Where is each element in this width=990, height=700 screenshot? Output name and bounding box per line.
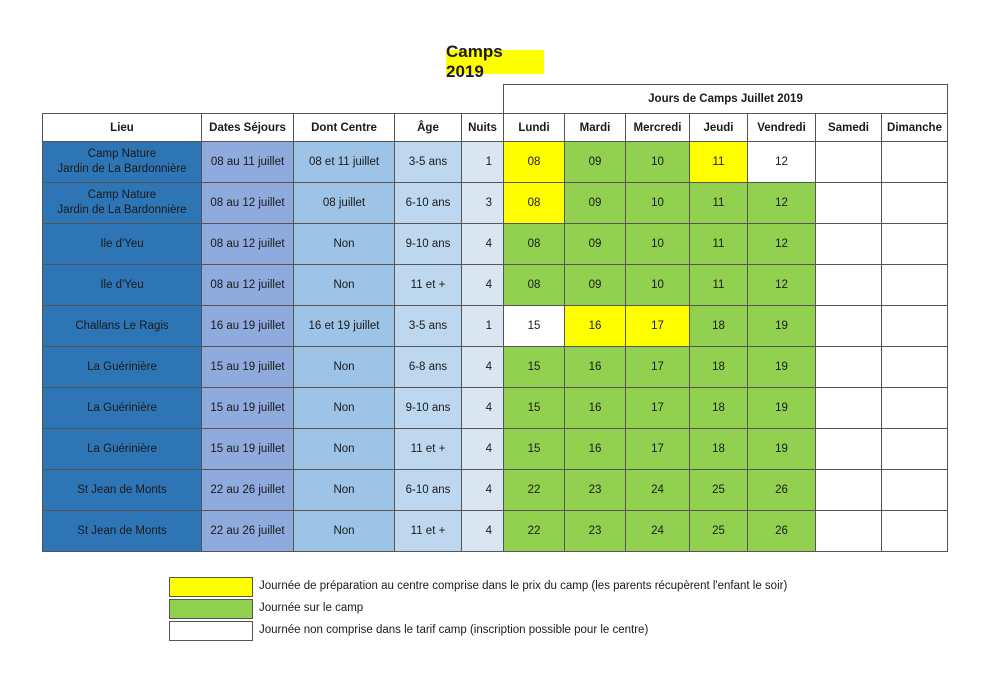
column-header: Vendredi — [748, 114, 816, 142]
column-header: Âge — [395, 114, 462, 142]
lieu-cell: St Jean de Monts — [43, 470, 202, 511]
day-cell: 26 — [748, 470, 816, 511]
nuits-cell: 4 — [462, 388, 504, 429]
age-cell: 6-8 ans — [395, 347, 462, 388]
day-cell — [882, 347, 948, 388]
nuits-cell: 1 — [462, 142, 504, 183]
age-cell: 6-10 ans — [395, 470, 462, 511]
centre-cell: Non — [294, 224, 395, 265]
age-cell: 6-10 ans — [395, 183, 462, 224]
nuits-cell: 4 — [462, 429, 504, 470]
table-row — [43, 183, 948, 224]
day-cell: 09 — [565, 224, 626, 265]
dates-cell: 08 au 11 juillet — [202, 142, 294, 183]
age-cell: 9-10 ans — [395, 224, 462, 265]
day-cell: 09 — [565, 142, 626, 183]
day-cell — [816, 265, 882, 306]
day-cell: 25 — [690, 470, 748, 511]
dates-cell: 22 au 26 juillet — [202, 470, 294, 511]
day-cell: 18 — [690, 306, 748, 347]
day-cell: 16 — [565, 388, 626, 429]
day-cell: 24 — [626, 511, 690, 552]
day-cell: 10 — [626, 183, 690, 224]
day-cell: 19 — [748, 306, 816, 347]
nuits-cell: 4 — [462, 224, 504, 265]
lieu-cell: Challans Le Ragis — [43, 306, 202, 347]
day-cell — [816, 224, 882, 265]
legend-swatch — [169, 621, 253, 641]
centre-cell: Non — [294, 511, 395, 552]
day-cell: 26 — [748, 511, 816, 552]
day-cell: 22 — [504, 470, 565, 511]
day-cell: 22 — [504, 511, 565, 552]
day-cell: 15 — [504, 429, 565, 470]
day-cell: 09 — [565, 183, 626, 224]
day-cell: 11 — [690, 265, 748, 306]
header-spacer — [43, 85, 504, 114]
lieu-cell: Ile d'Yeu — [43, 224, 202, 265]
day-cell — [816, 470, 882, 511]
column-header: Lieu — [43, 114, 202, 142]
legend-swatch — [169, 577, 253, 597]
day-cell: 17 — [626, 429, 690, 470]
table-row — [43, 429, 948, 470]
day-cell: 10 — [626, 265, 690, 306]
day-cell: 08 — [504, 224, 565, 265]
day-cell — [882, 388, 948, 429]
table-row — [43, 224, 948, 265]
nuits-cell: 1 — [462, 306, 504, 347]
dates-cell: 15 au 19 juillet — [202, 347, 294, 388]
table-row — [43, 388, 948, 429]
day-cell — [882, 142, 948, 183]
day-cell: 08 — [504, 142, 565, 183]
day-cell: 19 — [748, 388, 816, 429]
dates-cell: 16 au 19 juillet — [202, 306, 294, 347]
day-cell — [882, 306, 948, 347]
age-cell: 11 et + — [395, 265, 462, 306]
camps-table — [42, 84, 948, 552]
legend-text: Journée non comprise dans le tarif camp (inscription possible pour le centre) — [259, 624, 649, 636]
centre-cell: 16 et 19 juillet — [294, 306, 395, 347]
days-group-header: Jours de Camps Juillet 2019 — [504, 85, 948, 114]
age-cell: 3-5 ans — [395, 142, 462, 183]
age-cell: 11 et + — [395, 429, 462, 470]
table-row — [43, 511, 948, 552]
legend-text: Journée sur le camp — [259, 602, 364, 614]
column-header: Dimanche — [882, 114, 948, 142]
table-row — [43, 142, 948, 183]
centre-cell: 08 juillet — [294, 183, 395, 224]
day-cell: 17 — [626, 306, 690, 347]
day-cell: 19 — [748, 347, 816, 388]
day-cell: 25 — [690, 511, 748, 552]
day-cell — [816, 511, 882, 552]
centre-cell: Non — [294, 470, 395, 511]
lieu-cell: Camp Nature Jardin de La Bardonnière — [43, 183, 202, 224]
column-header: Dates Séjours — [202, 114, 294, 142]
table-row — [43, 347, 948, 388]
day-cell: 09 — [565, 265, 626, 306]
day-cell: 19 — [748, 429, 816, 470]
day-cell — [882, 429, 948, 470]
lieu-cell: La Guérinière — [43, 347, 202, 388]
day-cell: 10 — [626, 224, 690, 265]
column-header: Mardi — [565, 114, 626, 142]
dates-cell: 08 au 12 juillet — [202, 265, 294, 306]
day-cell: 16 — [565, 306, 626, 347]
age-cell: 11 et + — [395, 511, 462, 552]
day-cell: 24 — [626, 470, 690, 511]
day-cell: 17 — [626, 388, 690, 429]
day-cell: 16 — [565, 429, 626, 470]
nuits-cell: 4 — [462, 511, 504, 552]
day-cell: 11 — [690, 183, 748, 224]
day-cell — [816, 142, 882, 183]
day-cell — [882, 183, 948, 224]
nuits-cell: 3 — [462, 183, 504, 224]
dates-cell: 15 au 19 juillet — [202, 388, 294, 429]
day-cell — [816, 347, 882, 388]
day-cell: 08 — [504, 183, 565, 224]
nuits-cell: 4 — [462, 470, 504, 511]
day-cell — [816, 429, 882, 470]
day-cell: 15 — [504, 306, 565, 347]
day-cell: 11 — [690, 224, 748, 265]
page-title: Camps 2019 — [446, 50, 544, 74]
age-cell: 9-10 ans — [395, 388, 462, 429]
dates-cell: 22 au 26 juillet — [202, 511, 294, 552]
day-cell: 10 — [626, 142, 690, 183]
lieu-cell: St Jean de Monts — [43, 511, 202, 552]
day-cell: 08 — [504, 265, 565, 306]
day-cell — [882, 265, 948, 306]
age-cell: 3-5 ans — [395, 306, 462, 347]
day-cell: 12 — [748, 224, 816, 265]
day-cell — [882, 470, 948, 511]
day-cell — [816, 388, 882, 429]
centre-cell: Non — [294, 347, 395, 388]
legend-text: Journée de préparation au centre comprise dans le prix du camp (les parents récupèrent l'enfant le soir) — [259, 580, 788, 592]
day-cell: 12 — [748, 142, 816, 183]
dates-cell: 15 au 19 juillet — [202, 429, 294, 470]
lieu-cell: La Guérinière — [43, 388, 202, 429]
nuits-cell: 4 — [462, 347, 504, 388]
table-row — [43, 306, 948, 347]
centre-cell: 08 et 11 juillet — [294, 142, 395, 183]
centre-cell: Non — [294, 388, 395, 429]
lieu-cell: Camp Nature Jardin de La Bardonnière — [43, 142, 202, 183]
day-cell: 15 — [504, 347, 565, 388]
table-row — [43, 265, 948, 306]
day-cell: 18 — [690, 388, 748, 429]
day-cell: 12 — [748, 183, 816, 224]
day-cell: 17 — [626, 347, 690, 388]
lieu-cell: La Guérinière — [43, 429, 202, 470]
centre-cell: Non — [294, 265, 395, 306]
day-cell: 23 — [565, 511, 626, 552]
legend-swatch — [169, 599, 253, 619]
day-cell: 15 — [504, 388, 565, 429]
day-cell: 12 — [748, 265, 816, 306]
column-header: Nuits — [462, 114, 504, 142]
lieu-cell: Ile d'Yeu — [43, 265, 202, 306]
day-cell: 23 — [565, 470, 626, 511]
day-cell — [816, 306, 882, 347]
nuits-cell: 4 — [462, 265, 504, 306]
centre-cell: Non — [294, 429, 395, 470]
table-row — [43, 470, 948, 511]
day-cell — [816, 183, 882, 224]
day-cell — [882, 224, 948, 265]
day-cell: 16 — [565, 347, 626, 388]
column-header: Dont Centre — [294, 114, 395, 142]
day-cell: 18 — [690, 347, 748, 388]
day-cell: 11 — [690, 142, 748, 183]
column-header: Lundi — [504, 114, 565, 142]
column-header: Mercredi — [626, 114, 690, 142]
dates-cell: 08 au 12 juillet — [202, 183, 294, 224]
column-header-row — [43, 114, 948, 142]
dates-cell: 08 au 12 juillet — [202, 224, 294, 265]
column-header: Samedi — [816, 114, 882, 142]
day-cell: 18 — [690, 429, 748, 470]
day-cell — [882, 511, 948, 552]
column-header: Jeudi — [690, 114, 748, 142]
